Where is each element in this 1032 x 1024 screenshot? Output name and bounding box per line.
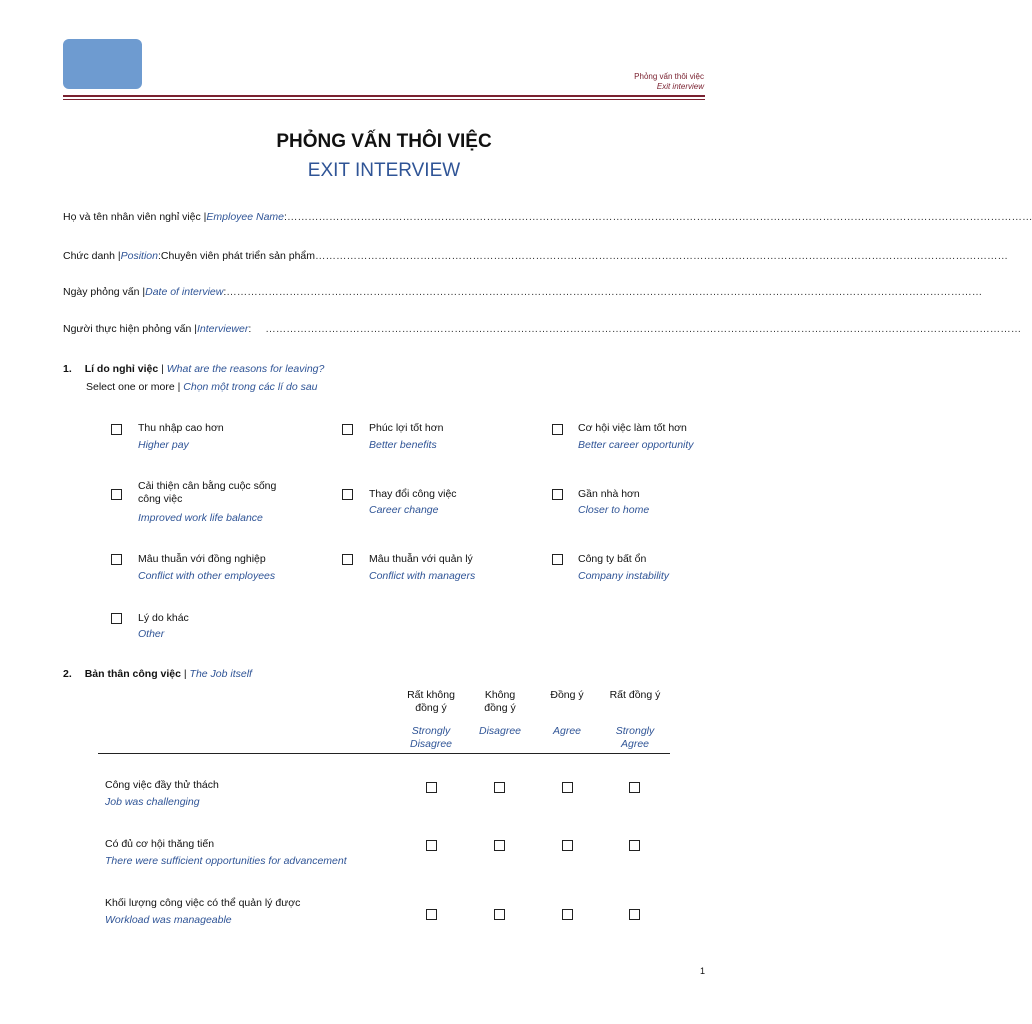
position-separator: : — [157, 250, 161, 262]
section2-title-en: The Job itself — [189, 668, 252, 680]
employee-name-dots: …………………………………………………………………………………………………………………………………………………………………………………………… — [286, 211, 1032, 223]
rating-checkbox-agree[interactable] — [562, 840, 573, 851]
rating-checkbox-strongly-agree[interactable] — [629, 840, 640, 851]
interviewer-separator: : — [248, 323, 252, 335]
interviewer-label-vn: Người thực hiện phỏng vấn | — [63, 323, 197, 335]
interview-date-label-en: Date of interview — [145, 286, 224, 298]
column-header-en: Agree — [552, 725, 582, 737]
column-header-en: Strongly Agree — [615, 725, 655, 750]
employee-name-separator: : — [284, 211, 287, 223]
reason-label-vn: Mâu thuẫn với đồng nghiệp — [138, 553, 266, 565]
rating-checkbox-strongly-agree[interactable] — [629, 909, 640, 920]
company-logo — [63, 39, 142, 89]
interviewer-field[interactable] — [63, 323, 1022, 335]
interview-date-separator: : — [223, 286, 227, 298]
position-label-en: Position — [120, 250, 158, 262]
reason-label-en: Company instability — [578, 570, 670, 582]
reason-label-en: Career change — [369, 504, 439, 516]
column-header-vn: Đồng ý — [550, 689, 584, 701]
interviewer-label-en: Interviewer — [197, 323, 249, 335]
section1-separator: | — [158, 363, 167, 375]
reason-label-vn: Cơ hội việc làm tốt hơn — [578, 422, 687, 434]
section2-number: 2. — [63, 668, 72, 680]
column-header-en: Strongly Disagree — [409, 725, 453, 750]
section1-instruction-separator: | — [174, 381, 184, 393]
section2-title-vn: Bản thân công việc — [84, 668, 181, 680]
interview-date-label-vn: Ngày phỏng vấn | — [63, 286, 146, 298]
position-value[interactable]: Chuyên viên phát triển sản phẩm — [160, 250, 316, 262]
column-header-vn: Rất không đồng ý — [407, 689, 455, 714]
page-number: 1 — [699, 966, 705, 976]
rating-checkbox-strongly-disagree[interactable] — [426, 782, 437, 793]
section1-instruction-en: Select one or more — [86, 381, 175, 393]
reason-label-en: Conflict with managers — [369, 570, 476, 582]
reason-checkbox-company-instability[interactable] — [552, 554, 563, 565]
reason-label-vn: Thay đổi công việc — [369, 488, 457, 500]
reason-checkbox-closer-home[interactable] — [552, 489, 563, 500]
reason-label-en: Other — [138, 628, 165, 640]
header-rule-thin — [63, 99, 705, 100]
job-question-en: There were sufficient opportunities for advancement — [105, 855, 347, 867]
reason-checkbox-other[interactable] — [111, 613, 122, 624]
section1-instruction — [86, 381, 318, 393]
reason-checkbox-higher-pay[interactable] — [111, 424, 122, 435]
rating-checkbox-agree[interactable] — [562, 782, 573, 793]
section1-title-en: What are the reasons for leaving? — [166, 363, 325, 375]
job-question-en: Workload was manageable — [105, 914, 232, 926]
section2-separator: | — [180, 668, 190, 680]
reason-label-en: Better career opportunity — [578, 439, 694, 451]
column-header-en: Disagree — [478, 725, 522, 737]
reason-checkbox-conflict-employees[interactable] — [111, 554, 122, 565]
rating-checkbox-disagree[interactable] — [494, 909, 505, 920]
header-subtitle: Exit interview — [656, 82, 704, 91]
position-dots: ……………………………………………………………………………………………………………………………………………………………………………… — [315, 250, 1009, 262]
reason-label-vn: Mâu thuẫn với quản lý — [369, 553, 473, 565]
rating-checkbox-strongly-disagree[interactable] — [426, 840, 437, 851]
reason-label-en: Closer to home — [578, 504, 650, 516]
job-question-en: Job was challenging — [105, 796, 200, 808]
rating-checkbox-strongly-agree[interactable] — [629, 782, 640, 793]
job-question-vn: Công việc đầy thử thách — [105, 779, 219, 791]
header-title: Phỏng vấn thôi việc — [634, 72, 704, 81]
rating-checkbox-disagree[interactable] — [494, 782, 505, 793]
header-caption — [634, 72, 704, 92]
reason-label-en: Higher pay — [138, 439, 189, 451]
reason-checkbox-career-change[interactable] — [342, 489, 353, 500]
header-rule-thick — [63, 95, 705, 97]
reason-checkbox-work-life-balance[interactable] — [111, 489, 122, 500]
position-label-vn: Chức danh | — [63, 250, 121, 262]
rating-checkbox-disagree[interactable] — [494, 840, 505, 851]
section1-instruction-vn: Chọn một trong các lí do sau — [183, 381, 318, 393]
interview-date-dots: ……………………………………………………………………………………………………………………………………………………………………………………………… — [226, 286, 983, 298]
reason-checkbox-conflict-managers[interactable] — [342, 554, 353, 565]
page-subtitle: EXIT INTERVIEW — [307, 160, 461, 181]
section1-number: 1. — [63, 363, 72, 375]
column-header-vn: Không đồng ý — [484, 689, 516, 714]
interview-date-field[interactable] — [63, 286, 983, 298]
reason-label-vn: Cải thiện cân bằng cuộc sống công việc — [138, 480, 277, 505]
reason-label-vn: Công ty bất ổn — [578, 553, 647, 565]
reason-label-en: Conflict with other employees — [138, 570, 276, 582]
section1-heading — [63, 363, 324, 375]
interviewer-dots: ……………………………………………………………………………………………………………………………………………………………………………………………… — [265, 323, 1022, 335]
job-question-vn: Có đủ cơ hội thăng tiến — [105, 838, 215, 850]
reason-checkbox-better-benefits[interactable] — [342, 424, 353, 435]
employee-name-label-en: Employee Name — [206, 211, 285, 223]
reason-label-vn: Phúc lợi tốt hơn — [369, 422, 444, 434]
interviewer-value[interactable] — [251, 323, 265, 335]
section1-title-vn: Lí do nghỉ việc — [84, 363, 159, 375]
job-question-vn: Khối lượng công việc có thể quản lý được — [105, 897, 301, 909]
table-header-rule — [98, 753, 670, 754]
reason-label-en: Better benefits — [369, 439, 437, 451]
column-header-vn: Rất đồng ý — [609, 689, 661, 701]
page-title: PHỎNG VẤN THÔI VIỆC — [276, 131, 492, 152]
rating-checkbox-agree[interactable] — [562, 909, 573, 920]
reason-label-vn: Thu nhập cao hơn — [138, 422, 224, 434]
rating-checkbox-strongly-disagree[interactable] — [426, 909, 437, 920]
employee-name-label-vn: Họ và tên nhân viên nghỉ việc | — [63, 211, 207, 223]
reason-label-vn: Gần nhà hơn — [578, 488, 640, 500]
reason-checkbox-better-career[interactable] — [552, 424, 563, 435]
employee-name-field[interactable] — [63, 211, 1032, 223]
reason-label-en: Improved work life balance — [138, 512, 263, 524]
reason-label-vn: Lý do khác — [138, 612, 189, 624]
position-field[interactable] — [63, 250, 1009, 262]
section2-heading — [63, 668, 252, 680]
